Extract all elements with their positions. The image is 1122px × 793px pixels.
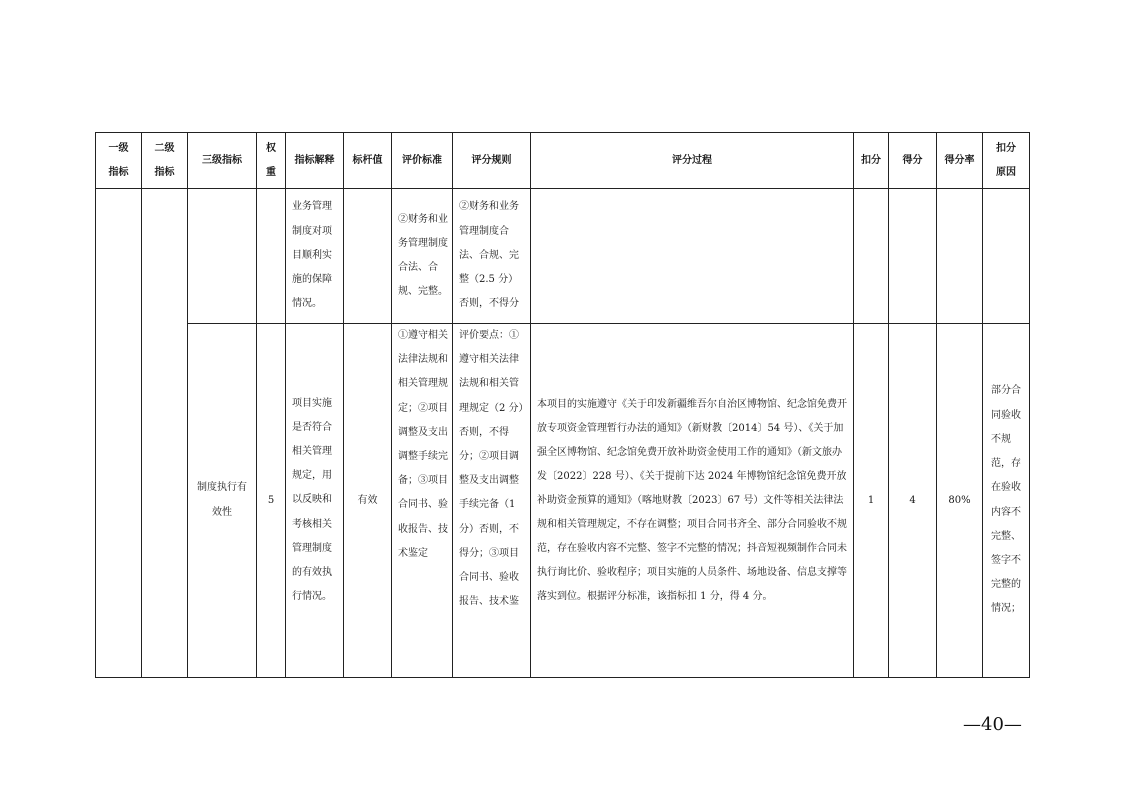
header-deduct: 扣分 xyxy=(854,133,889,189)
row1-deduct-cell xyxy=(854,189,889,324)
level1-cell xyxy=(96,189,142,678)
header-process: 评分过程 xyxy=(531,133,854,189)
row1-benchmark-cell xyxy=(344,189,392,324)
header-level2 xyxy=(142,133,188,189)
row1-explanation-cell xyxy=(286,189,344,324)
header-rate: 得分率 xyxy=(937,133,983,189)
header-weight-line1: 权 xyxy=(266,142,276,154)
row2-rules: 评价要点：①遵守相关法律法规和相关管理规定（2 分）否则，不得分；②项目调整及支出调整手续完备（1 分）否则，不得分；③项目合同书、验收报告、技术鉴 xyxy=(459,330,524,608)
row2-criteria: ①遵守相关法律法规和相关管理规定；②项目调整及支出调整手续完备；③项目合同书、验收报告、技术鉴定 xyxy=(398,330,448,559)
header-level1 xyxy=(96,133,142,189)
header-level2-line1: 二级 xyxy=(154,142,175,154)
header-criteria: 评价标准 xyxy=(392,133,453,189)
row2-explanation: 项目实施是否符合相关管理规定，用以反映和考核相关管理制度的有效执行情况。 xyxy=(292,397,332,603)
level2-cell xyxy=(142,189,188,678)
row2-explanation-cell xyxy=(286,324,344,678)
header-level1-line2: 指标 xyxy=(108,166,129,178)
evaluation-table xyxy=(95,132,1030,678)
header-weight xyxy=(257,133,286,189)
row2-indicator: 制度执行有效性 xyxy=(197,482,247,518)
row2-deduct: 1 xyxy=(854,324,889,678)
row1-criteria-cell xyxy=(392,189,453,324)
row1-indicator-cell xyxy=(188,189,257,324)
row1-rules: ②财务和业务管理制度合法、合规、完整（2.5 分）否则，不得分 xyxy=(459,201,519,310)
row1-explanation: 业务管理制度对项目顺利实施的保障情况。 xyxy=(292,201,332,310)
row2-indicator-cell xyxy=(188,324,257,678)
row2-reason-cell xyxy=(983,324,1030,678)
row2-rules-cell xyxy=(453,324,531,678)
header-level2-line2: 指标 xyxy=(154,166,175,178)
row2-benchmark: 有效 xyxy=(344,324,392,678)
header-rules: 评分规则 xyxy=(453,133,531,189)
header-level1-line1: 一级 xyxy=(108,142,129,154)
row2-reason: 部分合同验收不规范，存在验收内容不完整、签字不完整的情况； xyxy=(991,385,1021,615)
row2-weight: 5 xyxy=(257,324,286,678)
table-row xyxy=(96,324,1030,678)
row1-reason-cell xyxy=(983,189,1030,324)
header-weight-line2: 重 xyxy=(266,166,276,178)
header-reason-line2: 原因 xyxy=(996,166,1016,178)
row1-rules-cell xyxy=(453,189,531,324)
row1-weight-cell xyxy=(257,189,286,324)
table-row xyxy=(96,189,1030,324)
header-explanation: 指标解释 xyxy=(286,133,344,189)
page-number: —40— xyxy=(963,714,1022,735)
row2-rate: 80% xyxy=(937,324,983,678)
row2-criteria-cell xyxy=(392,324,453,678)
row2-process: 本项目的实施遵守《关于印发新疆维吾尔自治区博物馆、纪念馆免费开放专项资金管理暂行办法的通知》（新财教〔2014〕54 号）、《关于加强全区博物馆、纪念馆免费开放补助资金使用工作的通知》（新文旅办发〔2022〕228 号）、《关于提前下达 2024 年博物馆纪念馆免费开放补助资金预算的通知》（喀地财教〔2023〕67 号）文件等相关法律法规和相关管理规定，不存在调整；项目合同书齐全、部分合同验收不规范，存在验收内容不完整、签字不完整的情况；抖音短视频制作合同未执行询比价、验收程序；项目实施的人员条件、场地设备、信息支撑等落实到位。根据评分标准，该指标扣 1 分，得 4 分。 xyxy=(537,398,847,602)
row1-criteria: ②财务和业务管理制度合法、合规、完整。 xyxy=(398,213,448,298)
row2-score: 4 xyxy=(889,324,937,678)
row1-rate-cell xyxy=(937,189,983,324)
row2-process-cell xyxy=(531,324,854,678)
row1-score-cell xyxy=(889,189,937,324)
header-benchmark: 标杆值 xyxy=(344,133,392,189)
header-reason-line1: 扣分 xyxy=(996,142,1016,154)
header-score: 得分 xyxy=(889,133,937,189)
header-row xyxy=(96,133,1030,189)
row1-process-cell xyxy=(531,189,854,324)
header-level3: 三级指标 xyxy=(188,133,257,189)
header-reason xyxy=(983,133,1030,189)
